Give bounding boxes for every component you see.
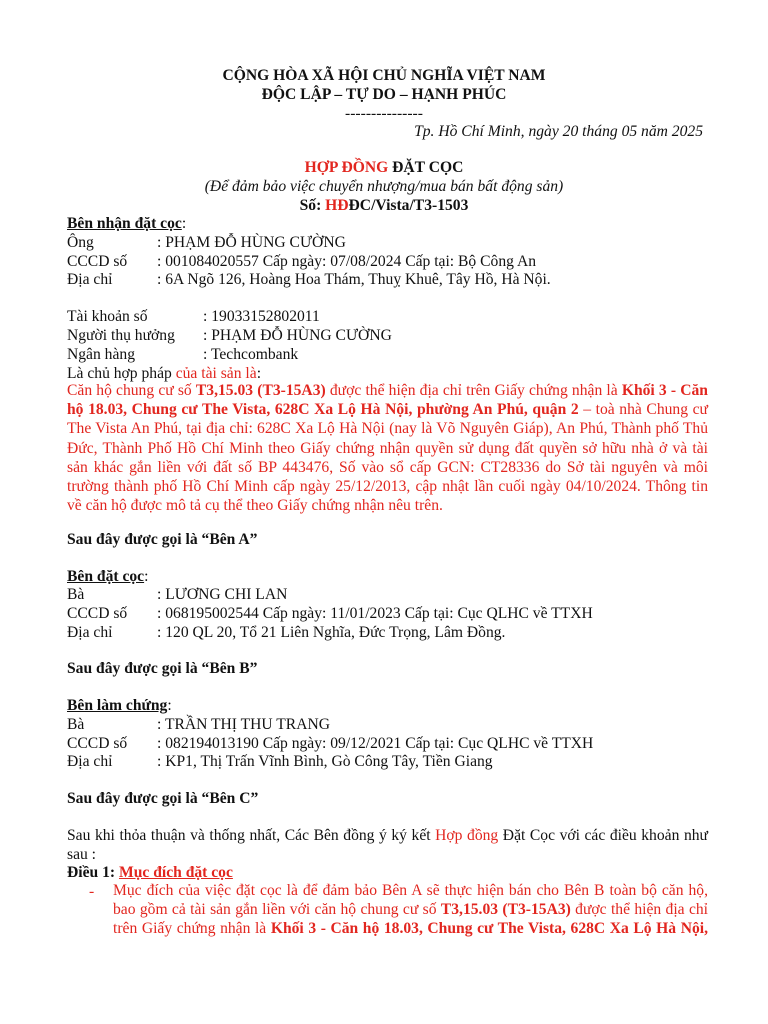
party-b-heading bbox=[67, 567, 148, 586]
contract-number-label: Số: bbox=[299, 197, 326, 214]
party-b-row bbox=[67, 604, 593, 623]
row-value: : LƯƠNG CHI LAN bbox=[157, 586, 288, 603]
article-1-heading bbox=[67, 863, 233, 882]
national-motto: ĐỘC LẬP – TỰ DO – HẠNH PHÚC bbox=[261, 86, 507, 103]
row-label: Địa chỉ bbox=[67, 753, 113, 770]
apartment-number: T3,15.03 (T3-15A3) bbox=[195, 382, 326, 399]
owner-statement-c: : bbox=[256, 365, 262, 382]
property-line: Đức, Thành Phố Hồ Chí Minh theo Giấy chứng nhận quyền sử dụng đất quyền sở hữu nhà ở và tài bbox=[67, 439, 708, 457]
party-c-row bbox=[67, 715, 330, 734]
row-value: : 082194013190 Cấp ngày: 09/12/2021 Cấp tại: Cục QLHC về TTXH bbox=[157, 735, 594, 752]
party-a-row bbox=[67, 270, 551, 289]
property-line bbox=[67, 381, 708, 400]
party-a-row bbox=[67, 252, 537, 271]
contract-title bbox=[0, 158, 768, 177]
contract-title-black: ĐẶT CỌC bbox=[388, 159, 464, 176]
party-b-heading-text: Bên đặt cọc bbox=[67, 568, 145, 585]
party-b-row bbox=[67, 623, 506, 642]
place-date: Tp. Hồ Chí Minh, ngày 20 tháng 05 năm 2025 bbox=[414, 123, 703, 140]
bank-row bbox=[67, 345, 299, 364]
row-label: Ngân hàng bbox=[67, 346, 135, 363]
row-label: Bà bbox=[67, 716, 85, 733]
article-1-line bbox=[113, 919, 708, 938]
party-b-called: Sau đây được gọi là “Bên B” bbox=[67, 660, 258, 677]
article-1-text: bao gồm cả tài sản gắn liền với căn hộ chung cư số bbox=[113, 901, 441, 919]
bank-row bbox=[67, 307, 320, 326]
contract-subtitle: (Để đảm bảo việc chuyển nhượng/mua bán bất động sản) bbox=[204, 178, 564, 195]
row-label: Ông bbox=[67, 234, 94, 251]
row-value: : PHẠM ĐỖ HÙNG CƯỜNG bbox=[203, 327, 392, 344]
row-value: : 19033152802011 bbox=[203, 308, 320, 325]
property-address-bold: Khối 3 - Căn hộ 18.03, Chung cư The Vista, 628C Xa Lộ Hà Nội, bbox=[270, 920, 708, 938]
owner-statement-a: Là chủ hợp pháp bbox=[67, 365, 176, 382]
property-line bbox=[67, 400, 708, 419]
contract-number-code: ĐC/Vista/T3-1503 bbox=[348, 197, 469, 214]
party-c-heading bbox=[67, 696, 172, 715]
agreement-text: Đặt Cọc với các điều khoản như bbox=[498, 827, 708, 844]
row-label: Người thụ hưởng bbox=[67, 327, 175, 344]
row-value: : 120 QL 20, Tổ 21 Liên Nghĩa, Đức Trọng, Lâm Đồng. bbox=[157, 624, 506, 641]
article-1-text: được thể hiện địa chỉ bbox=[570, 901, 708, 919]
row-value: : 6A Ngõ 126, Hoàng Hoa Thám, Thuỵ Khuê, Tây Hồ, Hà Nội. bbox=[157, 271, 551, 288]
national-title: CỘNG HÒA XÃ HỘI CHỦ NGHĨA VIỆT NAM bbox=[222, 67, 546, 84]
property-description bbox=[67, 381, 708, 515]
party-c-row bbox=[67, 752, 493, 771]
apartment-number: T3,15.03 (T3-15A3) bbox=[440, 901, 571, 919]
party-a-heading-colon: : bbox=[181, 215, 187, 232]
row-value: : 068195002544 Cấp ngày: 11/01/2023 Cấp tại: Cục QLHC về TTXH bbox=[157, 605, 593, 622]
row-label: CCCD số bbox=[67, 605, 128, 622]
article-1-line: Mục đích của việc đặt cọc là để đảm bảo Bên A sẽ thực hiện bán cho Bên B toàn bộ căn hộ, bbox=[113, 882, 708, 899]
party-a-heading bbox=[67, 214, 186, 233]
article-1-title: Mục đích đặt cọc bbox=[118, 864, 233, 881]
party-a-heading-text: Bên nhận đặt cọc bbox=[67, 215, 182, 232]
property-address-bold: hộ 18.03, Chung cư The Vista, 628C Xa Lộ Hà Nội, phường An Phú, quận 2 bbox=[67, 401, 579, 419]
row-label: Địa chỉ bbox=[67, 271, 113, 288]
party-a-called: Sau đây được gọi là “Bên A” bbox=[67, 531, 258, 548]
contract-number bbox=[0, 196, 768, 215]
article-1-bullet: - bbox=[89, 883, 95, 900]
contract-title-red: HỢP ĐỒNG bbox=[304, 159, 389, 176]
party-a-row bbox=[67, 233, 346, 252]
party-c-row bbox=[67, 734, 594, 753]
row-label: CCCD số bbox=[67, 735, 128, 752]
row-value: : KP1, Thị Trấn Vĩnh Bình, Gò Công Tây, Tiền Giang bbox=[157, 753, 493, 770]
article-1-label: Điều 1: bbox=[67, 864, 119, 881]
property-text: – toà nhà Chung cư bbox=[578, 401, 708, 419]
property-text: Căn hộ chung cư số bbox=[67, 382, 196, 399]
article-1-paragraph bbox=[113, 881, 708, 939]
article-1-line bbox=[113, 900, 708, 919]
agreement-line bbox=[67, 826, 708, 845]
row-value: : 001084020557 Cấp ngày: 07/08/2024 Cấp tại: Bộ Công An bbox=[157, 253, 537, 270]
bank-row bbox=[67, 326, 392, 345]
row-value: : Techcombank bbox=[203, 346, 299, 363]
property-address-bold: Khối 3 - Căn bbox=[621, 382, 708, 399]
party-b-heading-colon: : bbox=[144, 568, 149, 585]
agreement-text: Sau khi thỏa thuận và thống nhất, Các Bên đồng ý ký kết bbox=[67, 827, 436, 844]
article-1-text: trên Giấy chứng nhận là bbox=[113, 920, 271, 938]
row-value: : TRẦN THỊ THU TRANG bbox=[157, 716, 330, 733]
header-divider: --------------- bbox=[345, 105, 423, 122]
party-c-heading-text: Bên làm chứng bbox=[67, 697, 168, 714]
party-c-called: Sau đây được gọi là “Bên C” bbox=[67, 790, 259, 807]
row-label: Bà bbox=[67, 586, 85, 603]
agreement-paragraph bbox=[67, 826, 708, 864]
party-b-row bbox=[67, 585, 288, 604]
property-line: về căn hộ được mô tả cụ thể theo Giấy chứng nhận nêu trên. bbox=[67, 497, 443, 515]
row-value: : PHẠM ĐỖ HÙNG CƯỜNG bbox=[157, 234, 346, 251]
agreement-line: sau : bbox=[67, 846, 97, 864]
row-label: Tài khoản số bbox=[67, 308, 148, 325]
property-line: trường thành phố Hồ Chí Minh cấp ngày 25/12/2013, cập nhật lần cuối ngày 04/10/2024. Thông tin bbox=[67, 477, 708, 495]
agreement-contract-word: Hợp đồng bbox=[435, 827, 499, 844]
property-line: sản khác gắn liền với đất số BP 443476, Số vào sổ cấp GCN: CT28336 do Sở tài nguyên và môi bbox=[67, 458, 708, 476]
property-line: The Vista An Phú, tại địa chỉ: 628C Xa Lộ Hà Nội (nay là Võ Nguyên Giáp), An Phú, Thành phố Thủ bbox=[67, 420, 708, 438]
row-label: CCCD số bbox=[67, 253, 128, 270]
party-c-heading-colon: : bbox=[167, 697, 172, 714]
contract-number-prefix: HĐ bbox=[325, 197, 349, 214]
property-text: được thể hiện địa chỉ trên Giấy chứng nhận là bbox=[325, 382, 622, 399]
row-label: Địa chỉ bbox=[67, 624, 113, 641]
owner-statement-b: của tài sản là bbox=[175, 365, 257, 382]
